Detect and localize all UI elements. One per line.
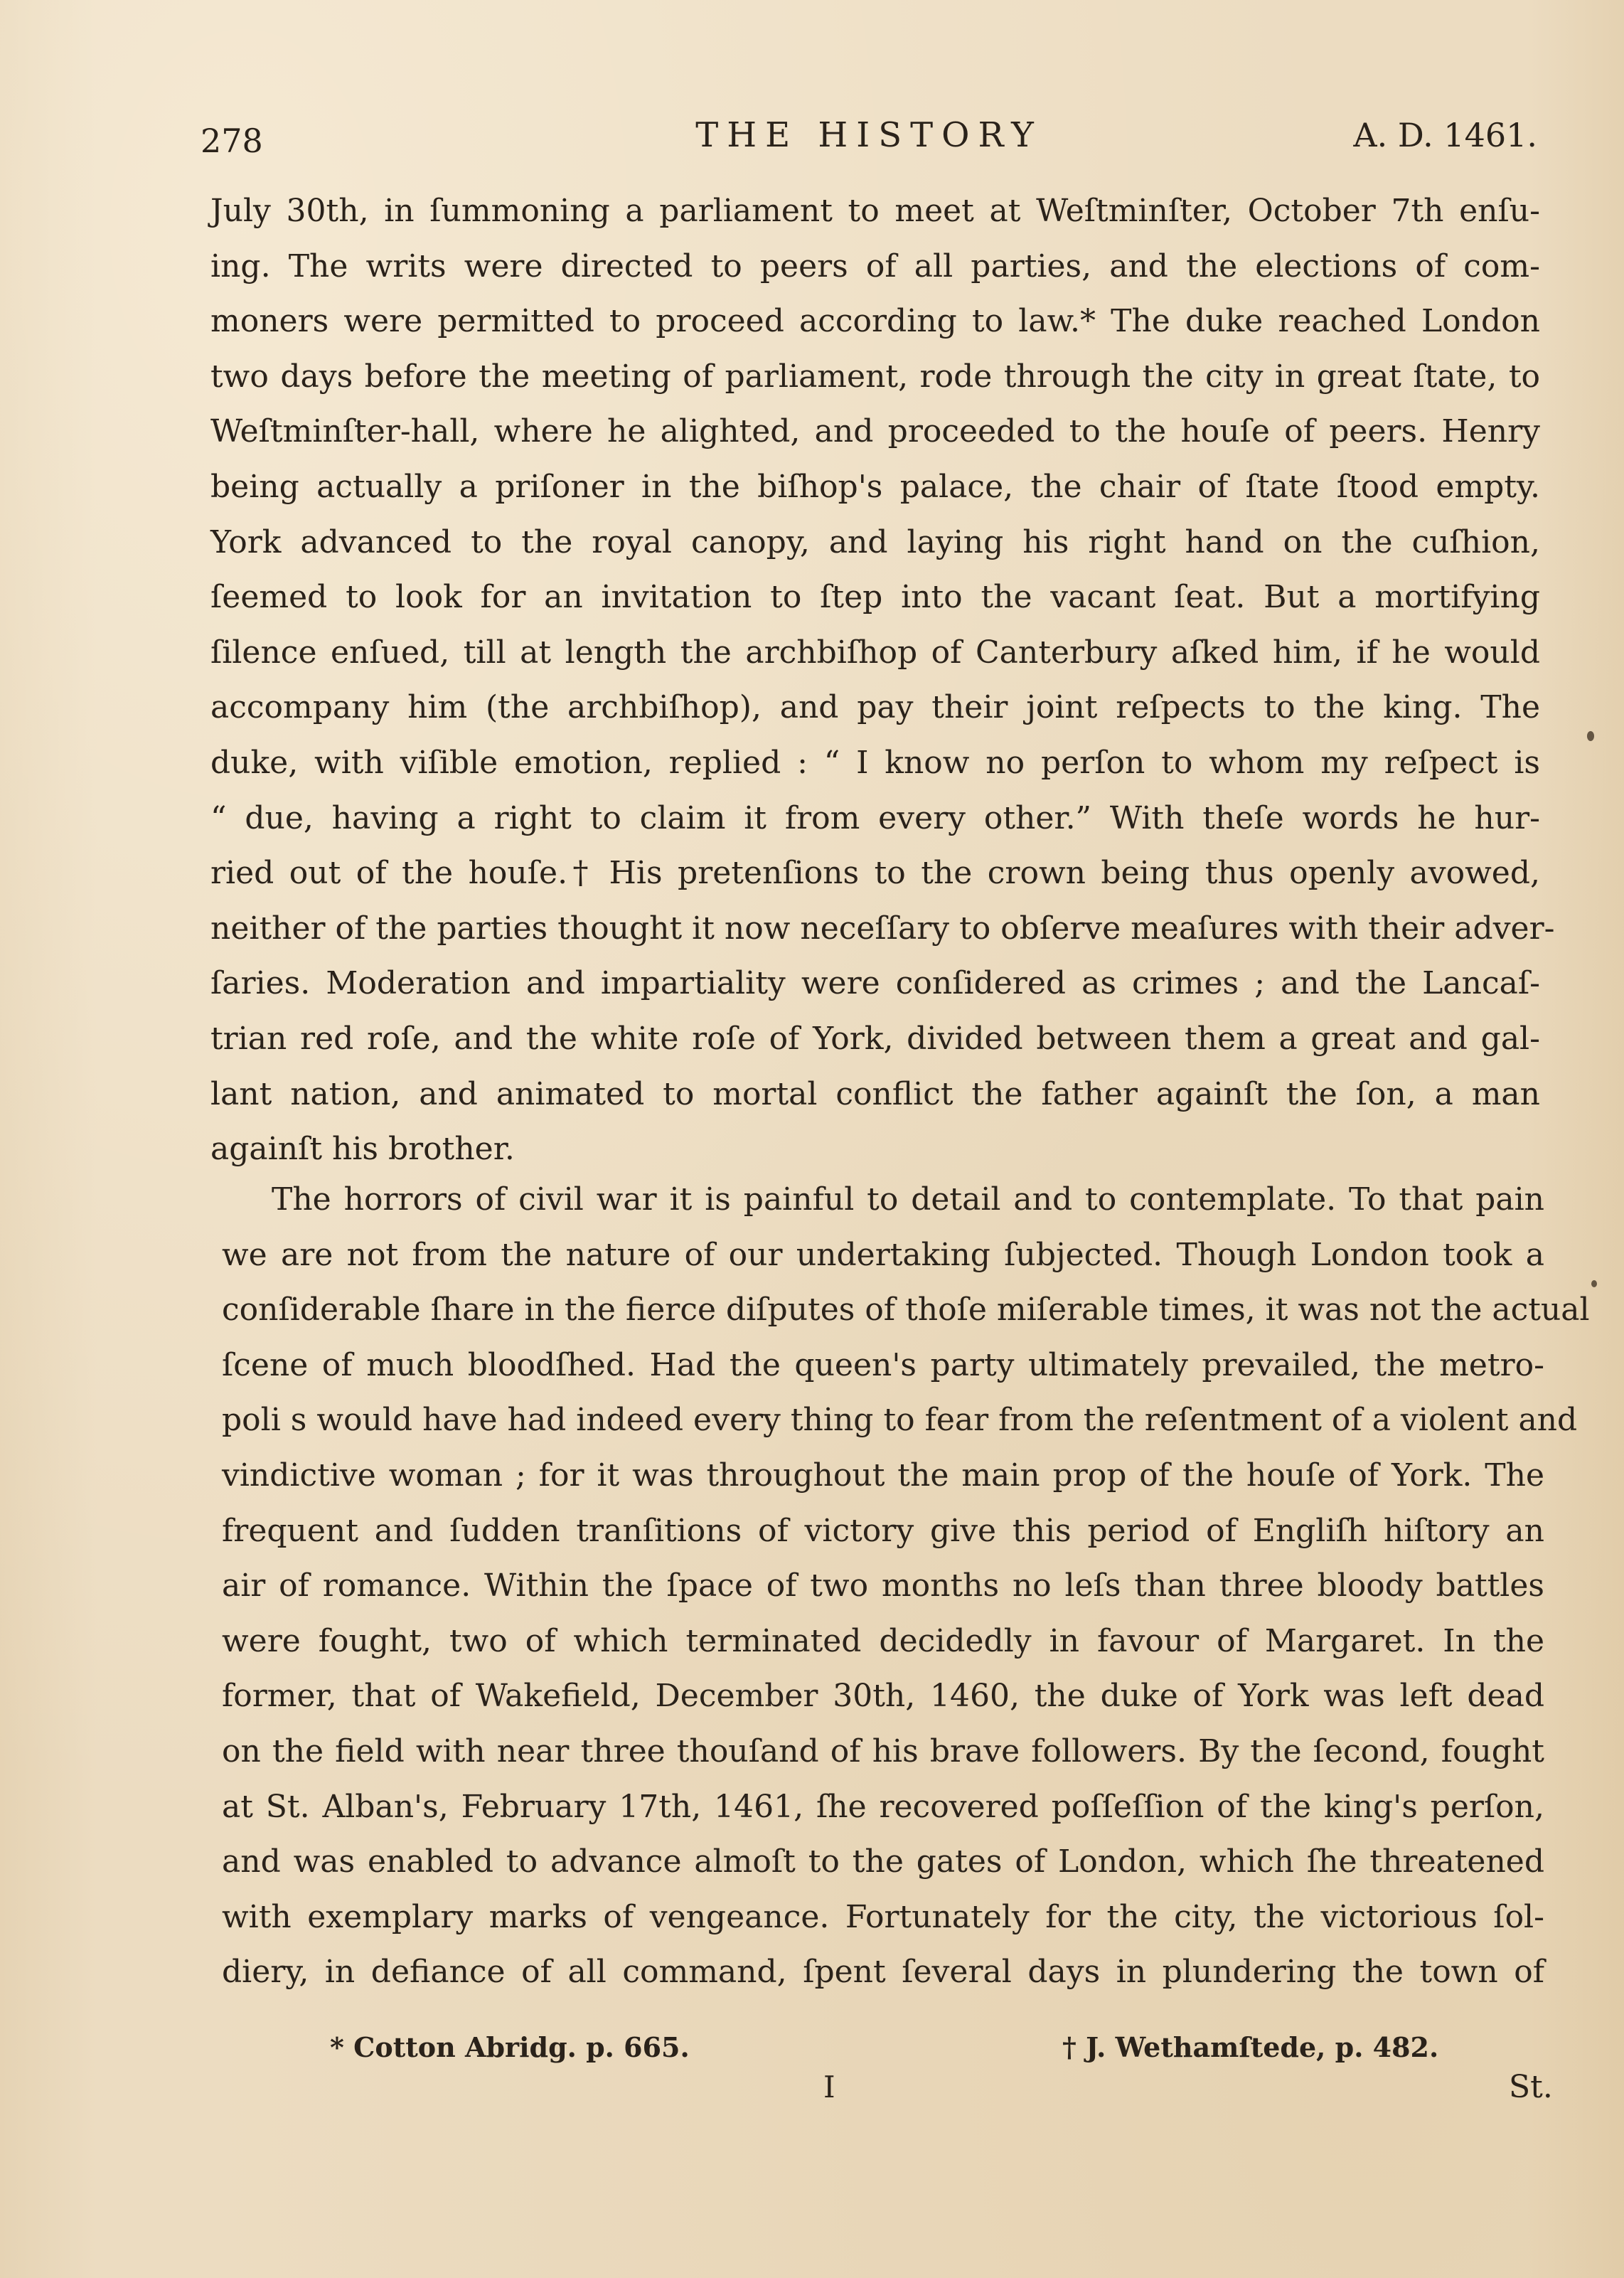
text-line: with exemplary marks of vengeance. Fortunately for the city, the victorious ſol- — [222, 1898, 1544, 1935]
text-line: being actually a priſoner in the biſhop's palace, the chair of ſtate ſtood empty. — [210, 468, 1540, 505]
running-date: A. D. 1461. — [1353, 116, 1537, 154]
text-line: ing. The writs were directed to peers of all parties, and the elections of com- — [210, 248, 1540, 284]
text-line: “ due, having a right to claim it from every other.” With theſe words he hur- — [210, 799, 1540, 836]
paragraph-2 — [222, 1172, 1590, 2000]
footnotes — [330, 2023, 1482, 2072]
footnote-cotton: * Cotton Abridg. p. 665. — [330, 2031, 690, 2063]
text-line: conſiderable ſhare in the fierce diſputes of thoſe miſerable times, it was not the actual — [222, 1292, 1590, 1329]
text-line: vindictive woman ; for it was throughout the main prop of the houſe of York. The — [222, 1457, 1544, 1494]
text-line: neither of the parties thought it now neceſſary to obſerve meaſures with their adver- — [210, 910, 1555, 947]
text-line: ſilence enſued, till at length the archbiſhop of Canterbury aſked him, if he would — [210, 634, 1540, 671]
text-line: and was enabled to advance almoſt to the gates of London, which ſhe threatened — [222, 1843, 1544, 1880]
text-line: frequent and ſudden tranſitions of victory give this period of Engliſh hiſtory an — [222, 1512, 1544, 1549]
text-line: on the field with near three thouſand of his brave followers. By the ſecond, fought — [222, 1733, 1544, 1769]
text-line: we are not from the nature of our undertaking ſubjected. Though London took a — [222, 1236, 1544, 1273]
text-line: at St. Alban's, February 17th, 1461, ſhe recovered poſſeſſion of the king's perſon, — [222, 1788, 1544, 1825]
text-line: former, that of Wakefield, December 30th, 1460, the duke of York was left dead — [222, 1678, 1544, 1715]
signature-mark: I — [823, 2070, 835, 2104]
running-head — [201, 107, 1537, 164]
catchword: St. — [1509, 2069, 1553, 2105]
text-line: poli s would have had indeed every thing to fear from the reſentment of a violent and — [222, 1402, 1578, 1439]
ink-speck — [1587, 731, 1594, 741]
footnote-wethamstede: † J. Wethamſtede, p. 482. — [1062, 2031, 1439, 2063]
text-line: were fought, two of which terminated decidedly in favour of Margaret. In the — [222, 1622, 1544, 1659]
ink-speck — [1591, 1280, 1597, 1287]
paragraph-1 — [210, 183, 1555, 1177]
text-line: The horrors of civil war it is painful to detail and to contemplate. To that pain — [272, 1181, 1544, 1218]
text-line: duke, with viſible emotion, replied : “ I know no perſon to whom my reſpect is — [210, 744, 1540, 781]
text-line: againſt his brother. — [210, 1131, 515, 1168]
text-line: accompany him (the archbiſhop), and pay their joint reſpects to the king. The — [210, 689, 1540, 726]
text-line: lant nation, and animated to mortal conflict the father againſt the ſon, a man — [210, 1075, 1540, 1112]
text-line: ſcene of much bloodſhed. Had the queen's party ultimately prevailed, the metro- — [222, 1346, 1544, 1383]
text-line: Weſtminſter-hall, where he alighted, and proceeded to the houſe of peers. Henry — [210, 413, 1540, 450]
text-line: moners were permitted to proceed according to law.* The duke reached London — [210, 303, 1540, 340]
text-line: ſaries. Moderation and impartiality were conſidered as crimes ; and the Lancaſ- — [210, 965, 1540, 1002]
text-line: two days before the meeting of parliament, rode through the city in great ſtate, to — [210, 358, 1540, 395]
page-number: 278 — [201, 122, 263, 160]
text-line: trian red roſe, and the white roſe of York, divided between them a great and gal- — [210, 1020, 1540, 1057]
text-line: ried out of the houſe.† His pretenſions to the crown being thus openly avowed, — [210, 855, 1540, 892]
text-line: York advanced to the royal canopy, and laying his right hand on the cuſhion, — [210, 523, 1540, 560]
text-line: air of romance. Within the ſpace of two months no leſs than three bloody battles — [222, 1568, 1544, 1604]
text-line: diery, in defiance of all command, ſpent ſeveral days in plundering the town of — [222, 1954, 1544, 1991]
text-line: July 30th, in ſummoning a parliament to meet at Weſtminſter, October 7th enſu- — [210, 193, 1540, 229]
text-line: ſeemed to look for an invitation to ſtep into the vacant ſeat. But a mortifying — [210, 579, 1540, 616]
running-title: THE HISTORY — [695, 115, 1042, 155]
